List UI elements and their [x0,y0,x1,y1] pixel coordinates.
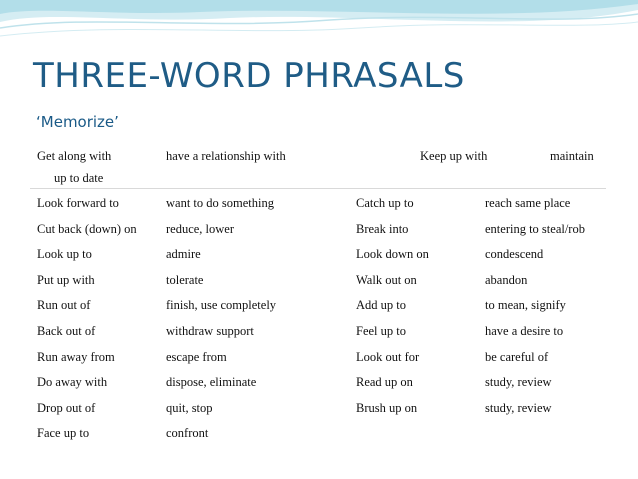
header-meaning: have a relationship with [166,149,286,163]
table-cell-meaning-right: reach same place [485,196,571,210]
table-cell-phrasal-right: Break into [356,221,409,236]
table-cell-meaning-right: be careful of [485,349,549,364]
table-cell-phrasal-right: Brush up on [356,400,418,415]
table-cell-meaning-right: have a desire to [485,324,564,338]
table-cell-phrasal-right: Look out for [356,349,420,364]
table-cell-meaning-right: entering to steal/rob [485,221,585,236]
table-cell-meaning: admire [166,247,201,262]
table-cell-meaning-right: abandon [485,272,528,287]
page-title: THREE-WORD PHRASALS [33,56,465,96]
table-cell-phrasal-right: Catch up to [356,196,414,210]
table-cell-phrasal-right: Walk out on [356,272,417,287]
table-cell-meaning: withdraw support [166,324,254,338]
table-cell-meaning-right: condescend [485,247,544,262]
header-phrasal: Get along with [37,149,112,163]
table-cell-phrasal-right: Add up to [356,298,406,313]
table-cell-phrasal: Run out of [37,298,91,313]
table-cell-phrasal-right: Feel up to [356,324,406,338]
table-cell-meaning-right: study, review [485,375,552,390]
table-cell-meaning: quit, stop [166,400,213,415]
table-cell-meaning-right: study, review [485,400,552,415]
table-cell-meaning: escape from [166,349,227,364]
table-cell-phrasal: Face up to [37,426,90,441]
table-cell-meaning: dispose, eliminate [166,375,257,390]
table-cell-meaning: reduce, lower [166,221,235,236]
header-meaning-2: maintain [550,149,594,163]
table-cell-phrasal: Look forward to [37,196,119,210]
table-cell-meaning: finish, use completely [166,298,277,313]
table-cell-meaning: confront [166,426,209,441]
table-cell-meaning: want to do something [166,196,274,210]
table-cell-meaning: tolerate [166,272,204,287]
header-continuation: up to date [54,171,104,185]
table-cell-phrasal-right: Look down on [356,247,429,262]
table-cell-phrasal: Put up with [37,272,95,287]
table-cell-phrasal: Run away from [37,349,115,364]
table-cell-phrasal: Back out of [37,324,96,338]
table-cell-phrasal: Look up to [37,247,92,262]
table-cell-phrasal-right: Read up on [356,375,413,390]
table-cell-phrasal: Drop out of [37,400,96,415]
table-cell-meaning-right: to mean, signify [485,298,566,313]
header-phrasal-2: Keep up with [420,149,488,163]
table-cell-phrasal: Cut back (down) on [37,221,137,236]
table-cell-phrasal: Do away with [37,375,108,390]
table-divider [30,188,606,189]
page-subtitle: ‘Memorize’ [36,113,119,131]
